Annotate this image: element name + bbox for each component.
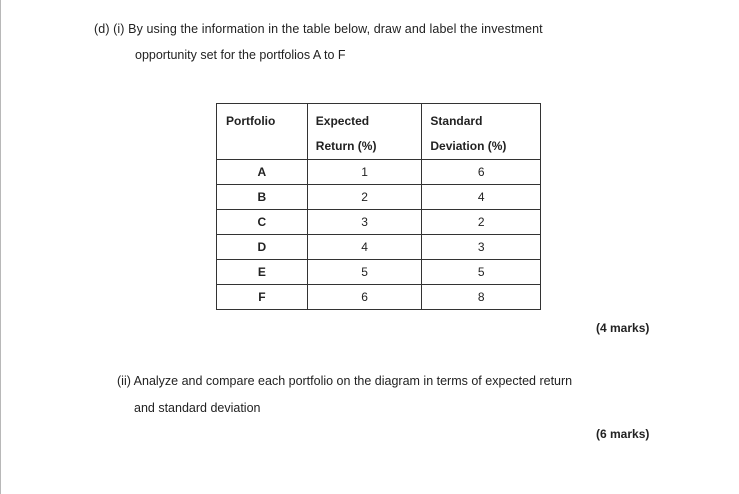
header-standard-deviation-line-1: Standard [430,114,483,128]
cell-expected-return: 5 [307,260,422,285]
table-row [217,235,541,260]
table-row [217,160,541,185]
cell-portfolio: C [217,210,308,235]
cell-standard-deviation: 3 [422,235,541,260]
portfolio-table [216,103,541,310]
question-i-line-2: opportunity set for the portfolios A to F [135,48,346,62]
cell-expected-return: 4 [307,235,422,260]
table-header-row [217,104,541,160]
cell-portfolio: F [217,285,308,310]
cell-expected-return: 2 [307,185,422,210]
cell-portfolio: B [217,185,308,210]
table-row [217,210,541,235]
cell-expected-return: 3 [307,210,422,235]
cell-standard-deviation: 2 [422,210,541,235]
table-row [217,260,541,285]
cell-expected-return: 6 [307,285,422,310]
table-row [217,285,541,310]
header-portfolio [217,104,308,160]
cell-portfolio: D [217,235,308,260]
header-expected-return [307,104,422,160]
header-standard-deviation-line-2: Deviation (%) [430,139,507,153]
header-portfolio-label: Portfolio [226,114,276,128]
marks-question-i: (4 marks) [596,321,650,335]
cell-standard-deviation: 8 [422,285,541,310]
header-expected-return-line-1: Expected [315,114,370,128]
marks-question-ii: (6 marks) [596,427,650,441]
cell-portfolio: A [217,160,308,185]
question-i-line-1: (d) (i) By using the information in the table below, draw and label the investment [94,22,543,36]
cell-standard-deviation: 5 [422,260,541,285]
cell-expected-return: 1 [307,160,422,185]
cell-portfolio: E [217,260,308,285]
header-standard-deviation [422,104,541,160]
table-row [217,185,541,210]
question-ii-line-1: (ii) Analyze and compare each portfolio on the diagram in terms of expected return [117,374,573,388]
page-left-border [0,0,1,494]
cell-standard-deviation: 4 [422,185,541,210]
cell-standard-deviation: 6 [422,160,541,185]
header-expected-return-line-2: Return (%) [315,139,377,153]
question-ii-line-2: and standard deviation [134,401,261,415]
